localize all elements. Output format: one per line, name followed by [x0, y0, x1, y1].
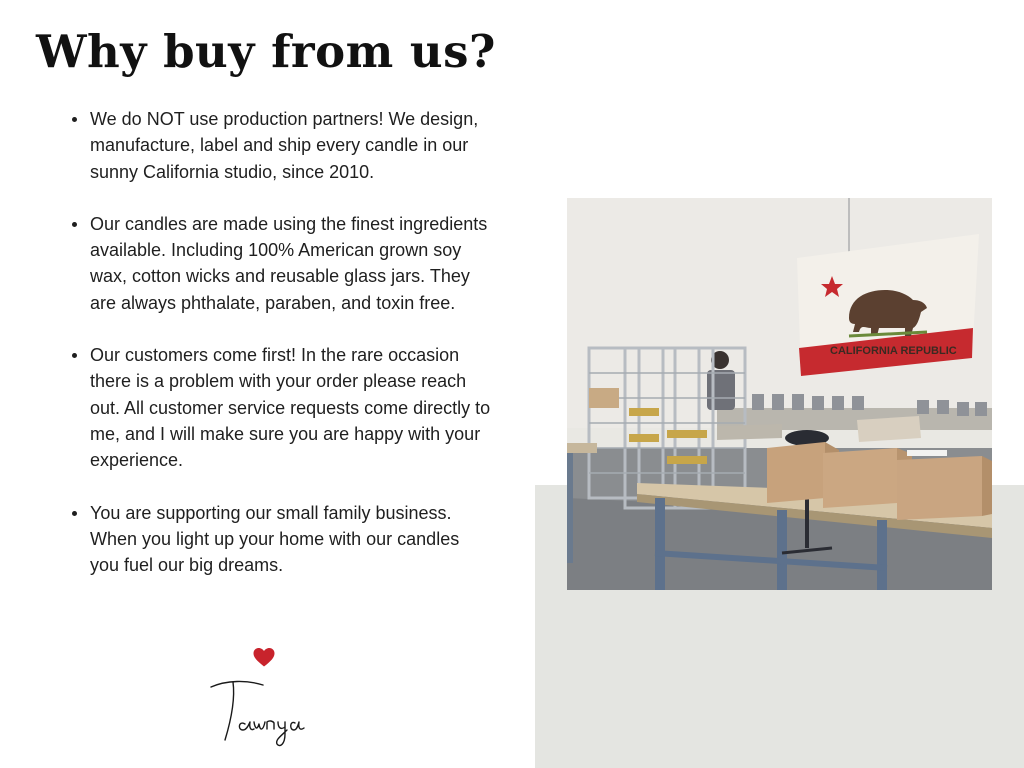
bullet-dot — [72, 353, 77, 358]
list-item-text: Our candles are made using the finest ingredients available. Including 100% American grown soy wax, cotton wicks and reusable glass jars. They are always phthalate, paraben, and toxin free. — [90, 213, 488, 313]
california-flag-image — [797, 234, 979, 376]
workshop-photo — [567, 198, 992, 590]
list-item — [72, 106, 492, 185]
page-title: Why buy from us? — [36, 25, 496, 78]
list-item — [72, 211, 492, 316]
heart-icon — [252, 645, 276, 669]
bullet-dot — [72, 222, 77, 227]
bullet-dot — [72, 117, 77, 122]
flag-text: CALIFORNIA REPUBLIC — [830, 345, 957, 357]
bullet-dot — [72, 511, 77, 516]
list-item-text: Our customers come first! In the rare occasion there is a problem with your order please reach out. All customer service requests come directly to me, and I will make sure you are happy with your experience. — [90, 345, 491, 471]
benefits-list — [72, 106, 492, 578]
list-item — [72, 500, 492, 579]
signature-image — [205, 672, 335, 752]
list-item-text: We do NOT use production partners! We design, manufacture, label and ship every candle in our sunny California studio, since 2010. — [90, 109, 479, 182]
list-item — [72, 342, 492, 473]
list-item-text: You are supporting our small family business. When you light up your home with our candles you fuel our big dreams. — [90, 502, 460, 576]
